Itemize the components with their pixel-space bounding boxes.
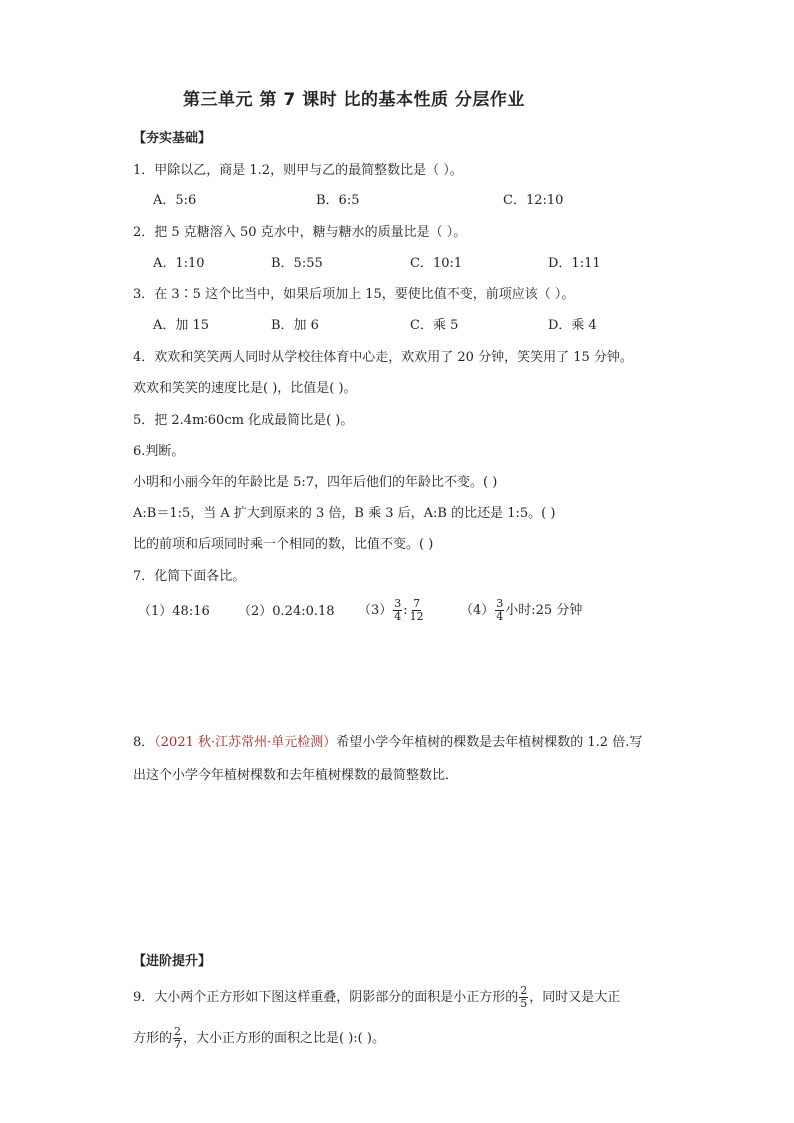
question-2-option-b: B．5:55 [271,256,323,271]
question-8-line-2: 出这个小学今年植树棵数和去年植树棵数的最简整数比． [133,768,459,783]
question-4-line-1: 4．欢欢和笑笑两人同时从学校往体育中心走，欢欢用了 20 分钟，笑笑用了 15 分钟。 [133,350,633,365]
question-9-line-1 [133,980,620,1016]
question-6-statement-2: A:B＝1:5，当 A 扩大到原来的 3 倍，B 乘 3 后，A:B 的比还是 1:5。( ) [133,506,556,521]
page-title: 第三单元 第 7 课时 比的基本性质 分层作业 [183,90,525,110]
ratio-colon: : [403,603,408,618]
question-9-text-1: 9．大小两个正方形如下图这样重叠，阴影部分的面积是小正方形的 [133,990,519,1005]
question-7-part-3-label: （3） [358,603,393,618]
question-1-option-a: A．5:6 [153,193,197,208]
question-9-text-2: ，同时又是大正 [529,990,621,1005]
fraction-seven-twelfths: $\frac{7}{12}$ [409,597,424,623]
question-2-option-d: D．1:11 [548,256,601,271]
question-8-line-1 [133,734,642,752]
question-7-part-1: （1）48:16 [138,604,210,619]
question-8-number: 8． [133,735,155,750]
question-2-option-c: C．10:1 [410,256,463,271]
question-7-stem: 7．化简下面各比。 [133,569,246,584]
question-7-part-4-rest: 小时:25 分钟 [505,603,583,618]
question-9-line-2 [133,1021,385,1057]
fraction-three-quarters-hour: $\frac{3}{4}$ [496,597,504,623]
question-1-option-b: B．6:5 [316,193,360,208]
fraction-three-quarters: $\frac{3}{4}$ [394,597,402,623]
question-4-line-2: 欢欢和笑笑的速度比是( )，比值是( )。 [133,381,357,396]
question-6-statement-1: 小明和小丽今年的年龄比是 5:7，四年后他们的年龄比不变。( ) [133,475,498,490]
question-3-option-d: D．乘 4 [548,318,597,333]
question-7-part-2: （2）0.24:0.18 [238,604,335,619]
question-6-statement-3: 比的前项和后项同时乘一个相同的数，比值不变。( ) [133,537,434,552]
question-3-option-a: A．加 15 [153,318,210,333]
section-heading-advanced: 【进阶提升】 [133,954,212,969]
fraction-two-fifths: $\frac{2}{5}$ [520,984,528,1010]
question-2-option-a: A．1:10 [153,256,205,271]
question-5: 5．把 2.4m∶60cm 化成最简比是( )。 [133,413,354,428]
question-9-text-4: ，大小正方形的面积之比是( ):( )。 [183,1031,385,1046]
question-7-part-4 [460,594,582,628]
question-3-option-b: B．加 6 [271,318,319,333]
question-6-stem: 6.判断。 [133,444,185,459]
question-7-part-4-label: （4） [460,603,495,618]
question-9-text-3: 方形的 [133,1031,173,1046]
question-3-option-c: C．乘 5 [410,318,459,333]
question-2-stem: 2．把 5 克糖溶入 50 克水中，糖与糖水的质量比是（ ）。 [133,225,467,240]
question-7-part-3 [358,594,426,628]
question-3-stem: 3．在 3∶5 这个比当中，如果后项加上 15，要使比值不变，前项应该（ ）。 [133,287,575,302]
question-1-option-c: C．12:10 [503,193,564,208]
fraction-two-sevenths: $\frac{2}{7}$ [174,1025,182,1051]
section-heading-basic: 【夯实基础】 [133,131,212,146]
question-8-source: （2021 秋·江苏常州·单元检测） [154,735,337,750]
question-1-stem: 1．甲除以乙，商是 1.2，则甲与乙的最简整数比是（ ）。 [133,163,463,178]
question-8-text: 希望小学今年植树的棵数是去年植树棵数的 1.2 倍.写 [336,735,643,750]
